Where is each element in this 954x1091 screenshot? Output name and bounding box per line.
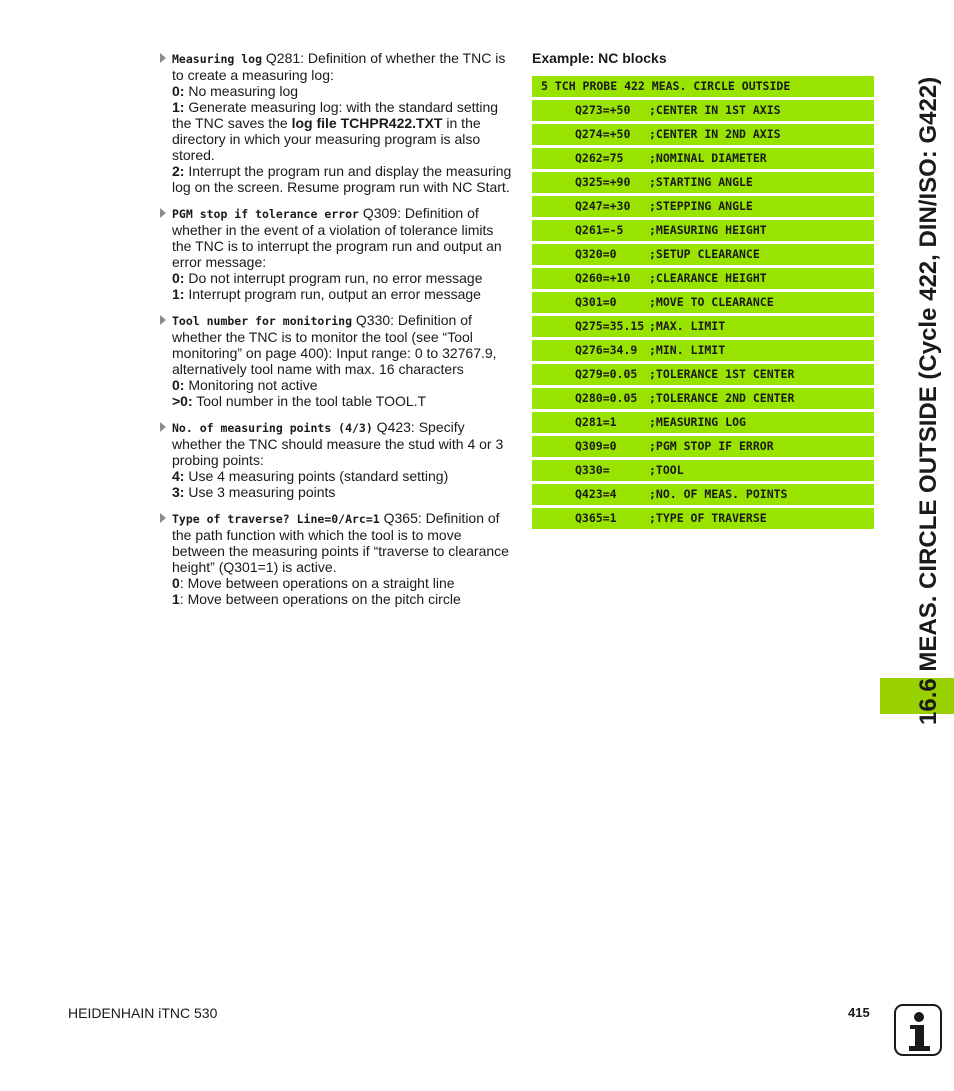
nc-comment: ;MAX. LIMIT [649, 319, 726, 333]
option-bold-text: log file TCHPR422.TXT [291, 115, 443, 131]
nc-block-row [532, 340, 874, 361]
nc-parameter: Q423=4 [575, 487, 617, 501]
nc-block-row [532, 388, 874, 409]
parameter-text: Q423: Specify whether the TNC should measure the stud with 4 or 3 probing points: [172, 419, 504, 468]
side-title: 16.6 MEAS. CIRCLE OUTSIDE (Cycle 422, DIN/ISO: G422) [915, 76, 942, 725]
info-icon [894, 1004, 942, 1056]
option-text: : Move between operations on the pitch circle [179, 591, 461, 607]
parameter-option [172, 591, 514, 607]
nc-comment: ;PGM STOP IF ERROR [649, 439, 774, 453]
option-key: 0: [172, 377, 185, 393]
nc-comment: ;NOMINAL DIAMETER [649, 151, 767, 165]
parameter-text: Q309: Definition of whether in the event of a violation of tolerance limits the TNC is to interrupt the program run and output an error message: [172, 205, 502, 270]
nc-parameter: Q301=0 [575, 295, 617, 309]
nc-comment: ;MEASURING HEIGHT [649, 223, 767, 237]
nc-parameter: Q274=+50 [575, 127, 631, 141]
nc-parameter: Q276=34.9 [575, 343, 638, 357]
nc-parameter: Q273=+50 [575, 103, 631, 117]
page-number: 415 [848, 1005, 870, 1020]
nc-comment: ;STARTING ANGLE [649, 175, 753, 189]
nc-block-row [532, 484, 874, 505]
nc-comment: ;MOVE TO CLEARANCE [649, 295, 774, 309]
nc-comment: ;STEPPING ANGLE [649, 199, 753, 213]
option-text: Generate measuring log: with the standard setting the TNC saves the [172, 99, 499, 131]
nc-parameter: Q275=35.15 [575, 319, 645, 333]
nc-block-text: 5 TCH PROBE 422 MEAS. CIRCLE OUTSIDE [541, 79, 791, 93]
nc-block-row [532, 460, 874, 481]
parameter-item [158, 419, 514, 500]
option-key: 1: [172, 286, 185, 302]
nc-block-row [532, 268, 874, 289]
parameter-option [172, 83, 514, 99]
parameter-name: Measuring log [172, 52, 263, 66]
nc-block-row [532, 292, 874, 313]
nc-parameter: Q309=0 [575, 439, 617, 453]
nc-comment: ;CENTER IN 2ND AXIS [649, 127, 781, 141]
nc-block-row [532, 76, 874, 97]
parameter-option [172, 377, 514, 393]
parameter-item [158, 205, 514, 302]
option-text: Do not interrupt program run, no error message [184, 270, 483, 286]
nc-parameter: Q262=75 [575, 151, 624, 165]
triangle-right-icon [160, 315, 166, 325]
parameter-option [172, 99, 514, 163]
nc-block-row [532, 220, 874, 241]
parameter-option [172, 468, 514, 484]
nc-parameter: Q325=+90 [575, 175, 631, 189]
footer-product-name: HEIDENHAIN iTNC 530 [68, 1005, 218, 1021]
option-key: 1 [172, 591, 180, 607]
parameter-item [158, 510, 514, 607]
nc-comment: ;TYPE OF TRAVERSE [649, 511, 767, 525]
parameter-description [172, 50, 514, 83]
option-text: No measuring log [184, 83, 299, 99]
option-key: 1: [172, 99, 185, 115]
option-text: Use 3 measuring points [184, 484, 336, 500]
nc-comment: ;NO. OF MEAS. POINTS [649, 487, 788, 501]
parameter-name: PGM stop if tolerance error [172, 207, 359, 221]
nc-parameter: Q260=+10 [575, 271, 631, 285]
parameter-option [172, 270, 514, 286]
option-key: 4: [172, 468, 185, 484]
nc-comment: ;CLEARANCE HEIGHT [649, 271, 767, 285]
parameter-text: Q281: Definition of whether the TNC is to create a measuring log: [172, 50, 506, 83]
example-title: Example: NC blocks [532, 50, 667, 66]
parameter-item [158, 312, 514, 409]
parameter-option [172, 286, 514, 302]
nc-parameter: Q280=0.05 [575, 391, 638, 405]
nc-block-row [532, 412, 874, 433]
option-text: Interrupt the program run and display the measuring log on the screen. Resume program run with NC Start. [172, 163, 512, 195]
parameter-description [172, 312, 514, 377]
triangle-right-icon [160, 422, 166, 432]
option-text: Tool number in the tool table TOOL.T [192, 393, 427, 409]
side-title-wrapper [884, 40, 944, 740]
nc-blocks-table [532, 76, 874, 532]
triangle-right-icon [160, 208, 166, 218]
parameter-name: Tool number for monitoring [172, 314, 353, 328]
nc-comment: ;TOLERANCE 1ST CENTER [649, 367, 795, 381]
parameter-text: Q365: Definition of the path function with which the tool is to move between the measuring points if “traverse to clearance height” (Q301=1) is active. [172, 510, 509, 575]
nc-comment: ;MEASURING LOG [649, 415, 746, 429]
parameter-list [158, 50, 514, 617]
option-text: Interrupt program run, output an error message [184, 286, 481, 302]
nc-block-row [532, 196, 874, 217]
nc-parameter: Q365=1 [575, 511, 617, 525]
parameter-option [172, 484, 514, 500]
nc-block-row [532, 148, 874, 169]
parameter-description [172, 510, 514, 575]
nc-block-row [532, 364, 874, 385]
option-key: >0: [172, 393, 193, 409]
parameter-description [172, 419, 514, 468]
nc-block-row [532, 244, 874, 265]
option-tail-text: in the directory in which your measuring program is also stored. [172, 115, 481, 163]
triangle-right-icon [160, 513, 166, 523]
triangle-right-icon [160, 53, 166, 63]
parameter-text: Q330: Definition of whether the TNC is to monitor the tool (see “Tool monitoring” on page 400): Input range: 0 to 32767.9, alternatively tool name with max. 16 characters [172, 312, 497, 377]
nc-comment: ;MIN. LIMIT [649, 343, 726, 357]
option-text: : Move between operations on a straight line [179, 575, 455, 591]
nc-block-row [532, 100, 874, 121]
option-text: Use 4 measuring points (standard setting) [184, 468, 449, 484]
nc-block-row [532, 508, 874, 529]
option-key: 0 [172, 575, 180, 591]
parameter-description [172, 205, 514, 270]
nc-block-row [532, 172, 874, 193]
nc-comment: ;TOLERANCE 2ND CENTER [649, 391, 795, 405]
nc-parameter: Q281=1 [575, 415, 617, 429]
option-key: 2: [172, 163, 185, 179]
nc-parameter: Q247=+30 [575, 199, 631, 213]
option-key: 3: [172, 484, 185, 500]
parameter-option [172, 163, 514, 195]
option-key: 0: [172, 83, 185, 99]
nc-parameter: Q279=0.05 [575, 367, 638, 381]
parameter-option [172, 575, 514, 591]
nc-parameter: Q261=-5 [575, 223, 624, 237]
option-text: Monitoring not active [184, 377, 318, 393]
nc-block-row [532, 124, 874, 145]
option-key: 0: [172, 270, 185, 286]
nc-comment: ;TOOL [649, 463, 684, 477]
parameter-name: Type of traverse? Line=0/Arc=1 [172, 512, 380, 526]
nc-comment: ;CENTER IN 1ST AXIS [649, 103, 781, 117]
parameter-option [172, 393, 514, 409]
nc-parameter: Q320=0 [575, 247, 617, 261]
nc-comment: ;SETUP CLEARANCE [649, 247, 760, 261]
nc-block-row [532, 316, 874, 337]
nc-parameter: Q330= [575, 463, 610, 477]
parameter-name: No. of measuring points (4/3) [172, 421, 373, 435]
parameter-item [158, 50, 514, 195]
nc-block-row [532, 436, 874, 457]
